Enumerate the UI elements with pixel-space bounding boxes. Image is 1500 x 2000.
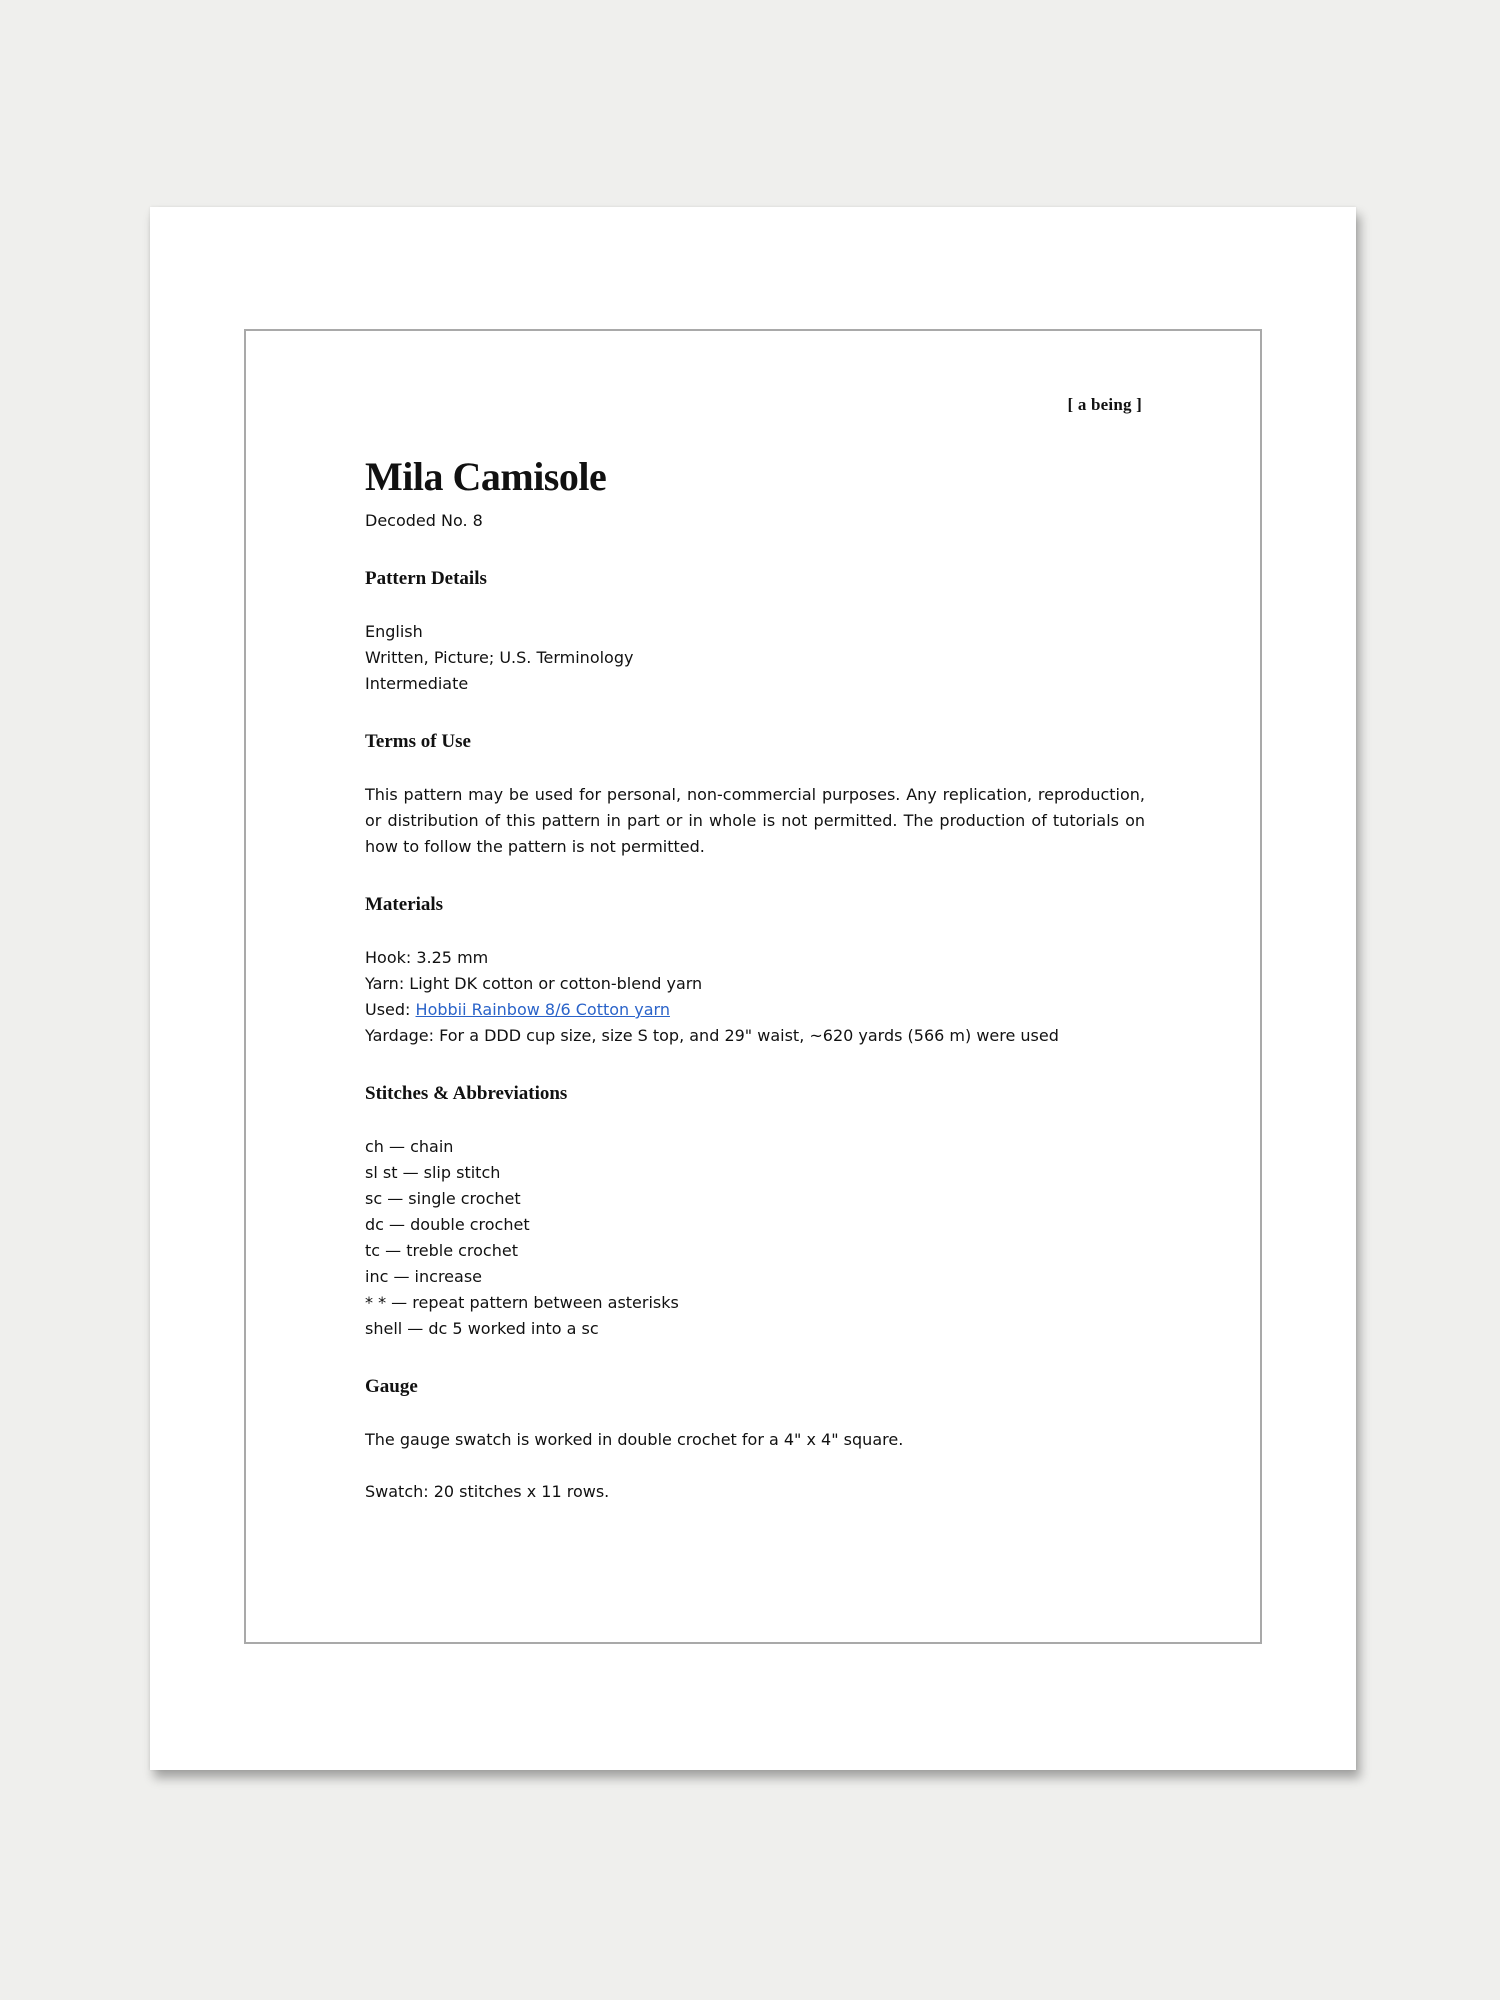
stitch-item: ch — chain [365, 1137, 454, 1156]
stitch-item: shell — dc 5 worked into a sc [365, 1319, 599, 1338]
page-subtitle: Decoded No. 8 [365, 511, 483, 530]
pattern-detail-format: Written, Picture; U.S. Terminology [365, 648, 634, 667]
document-page [150, 207, 1356, 1770]
stitch-item: inc — increase [365, 1267, 482, 1286]
brand-mark: [ a being ] [1067, 395, 1142, 414]
pattern-detail-level: Intermediate [365, 674, 469, 693]
pattern-detail-language: English [365, 622, 423, 641]
terms-text: This pattern may be used for personal, non-commercial purposes. Any replication, reproduction, or distribution of this pattern in part or in whole is not permitted. The production of tutorials on how to follow the pattern is not permitted. [365, 785, 1145, 856]
materials-hook: Hook: 3.25 mm [365, 948, 489, 967]
stitch-item: dc — double crochet [365, 1215, 530, 1234]
materials-used-label: Used: [365, 1000, 416, 1019]
terms-heading: Terms of Use [365, 731, 471, 752]
page-title: Mila Camisole [365, 454, 607, 499]
materials-used [365, 997, 1145, 1023]
stitch-item: sl st — slip stitch [365, 1163, 501, 1182]
stitch-item: sc — single crochet [365, 1189, 521, 1208]
stitches-heading: Stitches & Abbreviations [365, 1083, 568, 1104]
stitch-item: * * — repeat pattern between asterisks [365, 1293, 679, 1312]
pattern-details-heading: Pattern Details [365, 568, 487, 589]
materials-yarn: Yarn: Light DK cotton or cotton-blend yarn [365, 974, 703, 993]
document-content [365, 453, 1145, 1505]
materials-heading: Materials [365, 894, 444, 915]
page-frame [244, 329, 1262, 1644]
gauge-description: The gauge swatch is worked in double crochet for a 4" x 4" square. [365, 1430, 904, 1449]
gauge-heading: Gauge [365, 1376, 418, 1397]
yarn-link[interactable]: Hobbii Rainbow 8/6 Cotton yarn [415, 1000, 670, 1019]
gauge-swatch: Swatch: 20 stitches x 11 rows. [365, 1482, 610, 1501]
materials-yardage: Yardage: For a DDD cup size, size S top, and 29" waist, ~620 yards (566 m) were used [365, 1026, 1059, 1045]
stitch-item: tc — treble crochet [365, 1241, 518, 1260]
